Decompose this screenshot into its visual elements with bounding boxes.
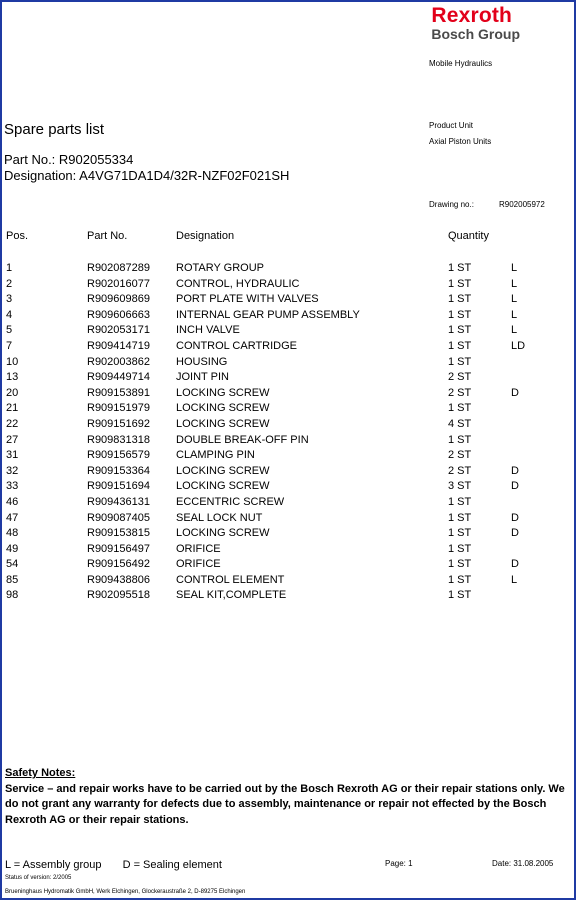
row-quantity: 1 ST [448,293,472,306]
row-quantity: 3 ST [448,480,472,493]
row-designation: ECCENTRIC SCREW [176,495,285,508]
table-row [4,558,570,574]
row-quantity: 1 ST [448,355,472,368]
row-note: D [511,480,519,493]
row-part-no: R902016077 [87,277,151,290]
row-designation: LOCKING SCREW [176,386,270,399]
row-designation: CONTROL, HYDRAULIC [176,277,300,290]
row-part-no: R909609869 [87,293,151,306]
row-quantity: 1 ST [448,542,472,555]
row-pos: 46 [6,495,19,508]
row-part-no: R909156497 [87,542,151,555]
table-row [4,340,570,356]
row-quantity: 1 ST [448,589,472,602]
row-note: L [511,262,518,274]
row-quantity: 1 ST [448,339,472,352]
table-row [4,589,570,605]
row-part-no: R909414719 [87,339,151,352]
row-pos: 49 [6,542,19,555]
row-designation: LOCKING SCREW [176,480,270,493]
row-part-no: R909153891 [87,386,151,399]
row-designation: INCH VALVE [176,324,240,337]
row-quantity: 1 ST [448,573,472,586]
row-pos: 20 [6,386,19,399]
row-pos: 2 [6,277,13,290]
table-row [4,574,570,590]
row-part-no: R909156492 [87,558,151,571]
row-designation: DOUBLE BREAK-OFF PIN [176,433,309,446]
row-part-no: R909606663 [87,308,151,321]
spare-parts-table [4,230,570,605]
row-pos: 85 [6,573,19,586]
row-designation: ORIFICE [176,558,221,571]
row-note: D [511,511,519,524]
version-status: Status of version: 2/2005 [5,875,72,881]
table-row [4,356,570,372]
row-quantity: 1 ST [448,402,472,415]
row-note: D [511,464,519,477]
table-row [4,402,570,418]
row-part-no: R909151692 [87,417,151,430]
row-part-no: R909151979 [87,402,151,415]
row-part-no: R909831318 [87,433,151,446]
row-quantity: 2 ST [448,371,472,384]
table-row [4,293,570,309]
row-quantity: 1 ST [448,308,472,321]
row-part-no: R902087289 [87,262,151,274]
legend-assembly-group: L = Assembly group [5,859,102,871]
row-designation: ORIFICE [176,542,221,555]
row-designation: LOCKING SCREW [176,417,270,430]
row-quantity: 1 ST [448,277,472,290]
brand-group: Bosch Group [431,26,520,42]
row-note: L [511,293,518,306]
row-pos: 13 [6,371,19,384]
row-quantity: 2 ST [448,449,472,462]
table-row [4,418,570,434]
row-quantity: 1 ST [448,324,472,337]
table-row [4,371,570,387]
row-designation: CLAMPING PIN [176,449,255,462]
row-part-no: R909436131 [87,495,151,508]
row-designation: JOINT PIN [176,371,229,384]
row-designation: INTERNAL GEAR PUMP ASSEMBLY [176,308,360,321]
product-unit-label: Product Unit [429,121,474,130]
table-row [4,434,570,450]
row-pos: 21 [6,402,19,415]
table-row [4,496,570,512]
row-part-no: R909151694 [87,480,151,493]
row-pos: 31 [6,449,19,462]
drawing-number-value: R902005972 [499,200,545,209]
row-pos: 54 [6,558,19,571]
row-pos: 3 [6,293,13,306]
page-number: Page: 1 [385,859,413,868]
table-row [4,480,570,496]
table-row [4,262,570,278]
table-row [4,324,570,340]
row-quantity: 1 ST [448,495,472,508]
row-designation: CONTROL CARTRIDGE [176,339,298,352]
row-note: L [511,573,518,586]
row-designation: LOCKING SCREW [176,402,270,415]
row-part-no: R902003862 [87,355,151,368]
table-row [4,309,570,325]
row-part-no: R909449714 [87,371,151,384]
row-designation: LOCKING SCREW [176,464,270,477]
safety-notes-title: Safety Notes: [5,767,76,779]
row-pos: 47 [6,511,19,524]
table-row [4,449,570,465]
legend-sealing-element: D = Sealing element [122,859,222,871]
row-designation: ROTARY GROUP [176,262,265,274]
row-designation: HOUSING [176,355,228,368]
table-row [4,543,570,559]
row-note: D [511,386,519,399]
row-quantity: 1 ST [448,558,472,571]
header-quantity: Quantity [448,230,489,242]
row-pos: 22 [6,417,19,430]
row-quantity: 1 ST [448,262,472,274]
row-pos: 10 [6,355,19,368]
row-note: D [511,558,519,571]
row-part-no: R909087405 [87,511,151,524]
row-note: D [511,527,519,540]
row-note: L [511,324,518,337]
row-part-no: R909156579 [87,449,151,462]
brand-logo [431,6,520,42]
table-row [4,465,570,481]
legend [5,859,222,871]
row-pos: 1 [6,262,13,274]
brand-name: Rexroth [431,4,513,27]
header-part-no: Part No. [87,230,128,242]
row-designation: LOCKING SCREW [176,527,270,540]
row-pos: 27 [6,433,19,446]
page-title: Spare parts list [4,121,105,138]
row-quantity: 1 ST [448,433,472,446]
row-part-no: R909438806 [87,573,151,586]
row-pos: 32 [6,464,19,477]
row-note: L [511,277,518,290]
designation-line: Designation: A4VG71DA1D4/32R-NZF02F021SH [4,168,290,183]
row-note: LD [511,339,526,352]
row-pos: 4 [6,308,13,321]
table-body [4,262,570,605]
row-pos: 7 [6,339,13,352]
company-address: Brueninghaus Hydromatik GmbH, Werk Elchingen, Glockeraustraße 2, D-89275 Elchingen [5,889,246,895]
row-designation: SEAL LOCK NUT [176,511,263,524]
row-pos: 48 [6,527,19,540]
table-header-row [4,230,570,246]
row-quantity: 2 ST [448,386,472,399]
table-row [4,512,570,528]
row-pos: 5 [6,324,13,337]
drawing-number-label: Drawing no.: [429,200,474,209]
header-pos: Pos. [6,230,29,242]
safety-notes [5,766,565,828]
row-note: L [511,308,518,321]
document-date: Date: 31.08.2005 [492,859,554,868]
row-quantity: 1 ST [448,527,472,540]
table-row [4,387,570,403]
row-quantity: 1 ST [448,511,472,524]
part-number-line: Part No.: R902055334 [4,152,134,167]
row-part-no: R909153364 [87,464,151,477]
row-quantity: 2 ST [448,464,472,477]
row-designation: PORT PLATE WITH VALVES [176,293,319,306]
table-row [4,278,570,294]
header-designation: Designation [176,230,235,242]
division-label: Mobile Hydraulics [429,59,493,68]
safety-notes-text: Service – and repair works have to be carried out by the Bosch Rexroth AG or their repair stations only. We do not grant any warranty for defects due to assembly, maintenance or repair not effected by the Bosch Rexroth AG or their repair stations. [5,782,565,826]
row-pos: 33 [6,480,19,493]
row-part-no: R902053171 [87,324,151,337]
row-part-no: R909153815 [87,527,151,540]
row-designation: SEAL KIT,COMPLETE [176,589,287,602]
row-part-no: R902095518 [87,589,151,602]
table-row [4,527,570,543]
row-designation: CONTROL ELEMENT [176,573,285,586]
row-pos: 98 [6,589,19,602]
row-quantity: 4 ST [448,417,472,430]
product-unit-value: Axial Piston Units [429,137,492,146]
